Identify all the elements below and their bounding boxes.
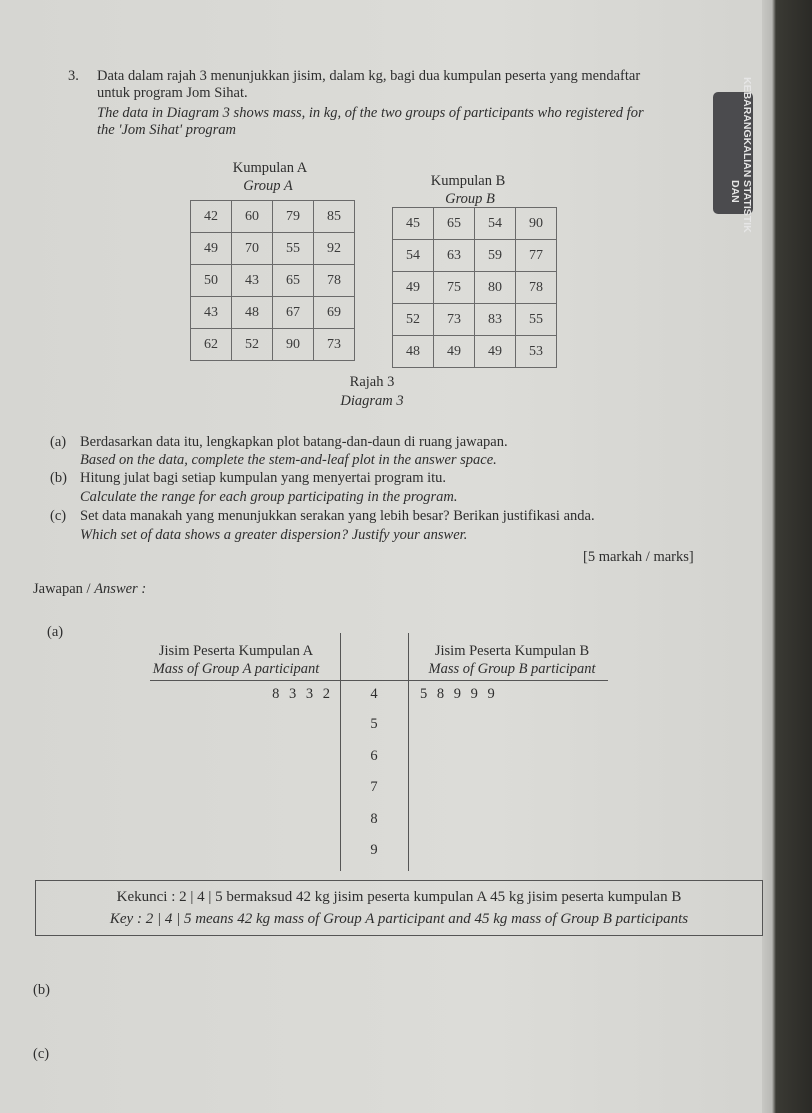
table-cell: 48	[232, 297, 273, 329]
left-header-en: Mass of Group A participant	[152, 661, 320, 677]
table-cell: 54	[475, 208, 516, 240]
answer-heading-en: Answer :	[94, 581, 147, 597]
table-cell: 70	[232, 233, 273, 265]
part-c-ms: Set data manakah yang menunjukkan serakan yang lebih besar? Berikan justifikasi anda.	[80, 508, 595, 524]
table-row	[191, 233, 355, 265]
table-cell: 63	[434, 240, 475, 272]
table-cell: 73	[434, 304, 475, 336]
table-cell: 49	[434, 336, 475, 368]
table-cell: 62	[191, 329, 232, 361]
stem-value: 9	[370, 842, 378, 858]
table-cell: 78	[516, 272, 557, 304]
key-box	[35, 880, 763, 936]
question-number: 3.	[68, 68, 79, 84]
group-b-table	[392, 207, 557, 368]
part-a-ms: Berdasarkan data itu, lengkapkan plot batang-dan-daun di ruang jawapan.	[80, 434, 508, 450]
table-row	[393, 272, 557, 304]
part-c-label: (c)	[50, 508, 67, 524]
table-cell: 50	[191, 265, 232, 297]
stem-value: 4	[370, 686, 378, 702]
table-cell: 49	[191, 233, 232, 265]
group-b-title: Kumpulan B	[430, 173, 506, 189]
table-cell: 43	[232, 265, 273, 297]
table-row	[191, 297, 355, 329]
stem-leaf-left-leaves: 8 3 3 2	[272, 686, 330, 702]
intro-ms-line2: untuk program Jom Sihat.	[97, 85, 248, 101]
table-cell: 53	[516, 336, 557, 368]
table-row	[191, 329, 355, 361]
stem-value: 8	[370, 811, 378, 827]
table-cell: 55	[273, 233, 314, 265]
key-ms: Kekunci : 2 | 4 | 5 bermaksud 42 kg jisim peserta kumpulan A 45 kg jisim peserta kumpulan B	[116, 889, 682, 905]
answer-part-c-label: (c)	[33, 1046, 50, 1062]
chapter-tab-line1: STATISTIK DAN	[729, 179, 753, 233]
table-cell: 83	[475, 304, 516, 336]
table-cell: 52	[393, 304, 434, 336]
table-cell: 48	[393, 336, 434, 368]
right-header-en: Mass of Group B participant	[428, 661, 596, 677]
chapter-tab	[713, 77, 753, 233]
table-cell: 55	[516, 304, 557, 336]
stem-leaf-right-leaves: 5 8 9 9 9	[420, 686, 495, 702]
table-cell: 78	[314, 265, 355, 297]
answer-part-b-label: (b)	[33, 982, 50, 998]
table-cell: 90	[273, 329, 314, 361]
table-cell: 65	[434, 208, 475, 240]
diagram-label: Rajah 3	[349, 374, 395, 390]
table-cell: 60	[232, 201, 273, 233]
table-cell: 42	[191, 201, 232, 233]
marks: [5 markah / marks]	[583, 549, 694, 565]
answer-part-a-label: (a)	[47, 624, 64, 640]
table-row	[393, 208, 557, 240]
part-c-en: Which set of data shows a greater dispersion? Justify your answer.	[80, 527, 468, 543]
stem-divider-left	[340, 633, 341, 871]
table-row	[191, 201, 355, 233]
intro-ms-line1: Data dalam rajah 3 menunjukkan jisim, dalam kg, bagi dua kumpulan peserta yang mendaftar	[97, 68, 641, 84]
table-cell: 92	[314, 233, 355, 265]
part-a-en: Based on the data, complete the stem-and-leaf plot in the answer space.	[80, 452, 497, 468]
table-cell: 80	[475, 272, 516, 304]
chapter-tab-line2: KEBARANGKALIAN	[741, 77, 753, 178]
table-cell: 49	[393, 272, 434, 304]
table-cell: 65	[273, 265, 314, 297]
key-en: Key : 2 | 4 | 5 means 42 kg mass of Group A participant and 45 kg mass of Group B participants	[109, 911, 689, 927]
answer-heading	[33, 581, 146, 598]
table-cell: 49	[475, 336, 516, 368]
right-header-ms: Jisim Peserta Kumpulan B	[434, 643, 590, 659]
part-a-label: (a)	[50, 434, 67, 450]
table-cell: 67	[273, 297, 314, 329]
group-a-title: Kumpulan A	[232, 160, 308, 176]
part-b-ms: Hitung julat bagi setiap kumpulan yang menyertai program itu.	[80, 470, 447, 486]
table-cell: 75	[434, 272, 475, 304]
table-cell: 45	[393, 208, 434, 240]
group-a-subtitle: Group A	[243, 178, 293, 194]
table-row	[393, 240, 557, 272]
table-cell: 54	[393, 240, 434, 272]
table-row	[191, 265, 355, 297]
table-cell: 73	[314, 329, 355, 361]
table-cell: 52	[232, 329, 273, 361]
part-b-en: Calculate the range for each group participating in the program.	[80, 489, 458, 505]
table-cell: 90	[516, 208, 557, 240]
table-cell: 69	[314, 297, 355, 329]
part-b-label: (b)	[50, 470, 67, 486]
table-cell: 59	[475, 240, 516, 272]
table-cell: 43	[191, 297, 232, 329]
table-cell: 85	[314, 201, 355, 233]
answer-heading-ms: Jawapan /	[33, 581, 95, 597]
table-cell: 77	[516, 240, 557, 272]
intro-en-line1: The data in Diagram 3 shows mass, in kg, of the two groups of participants who registered for	[97, 105, 644, 121]
group-a-table	[190, 200, 355, 361]
header-underline	[150, 680, 608, 681]
group-b-subtitle: Group B	[445, 191, 495, 207]
stem-value: 5	[370, 716, 378, 732]
diagram-label-en: Diagram 3	[340, 393, 404, 409]
intro-en-line2: the 'Jom Sihat' program	[97, 122, 236, 138]
table-cell: 79	[273, 201, 314, 233]
stem-divider-right	[408, 633, 409, 871]
table-row	[393, 336, 557, 368]
book-edge-background	[762, 0, 812, 1113]
stem-value: 7	[370, 779, 378, 795]
stem-value: 6	[370, 748, 378, 764]
table-row	[393, 304, 557, 336]
left-header-ms: Jisim Peserta Kumpulan A	[158, 643, 314, 659]
